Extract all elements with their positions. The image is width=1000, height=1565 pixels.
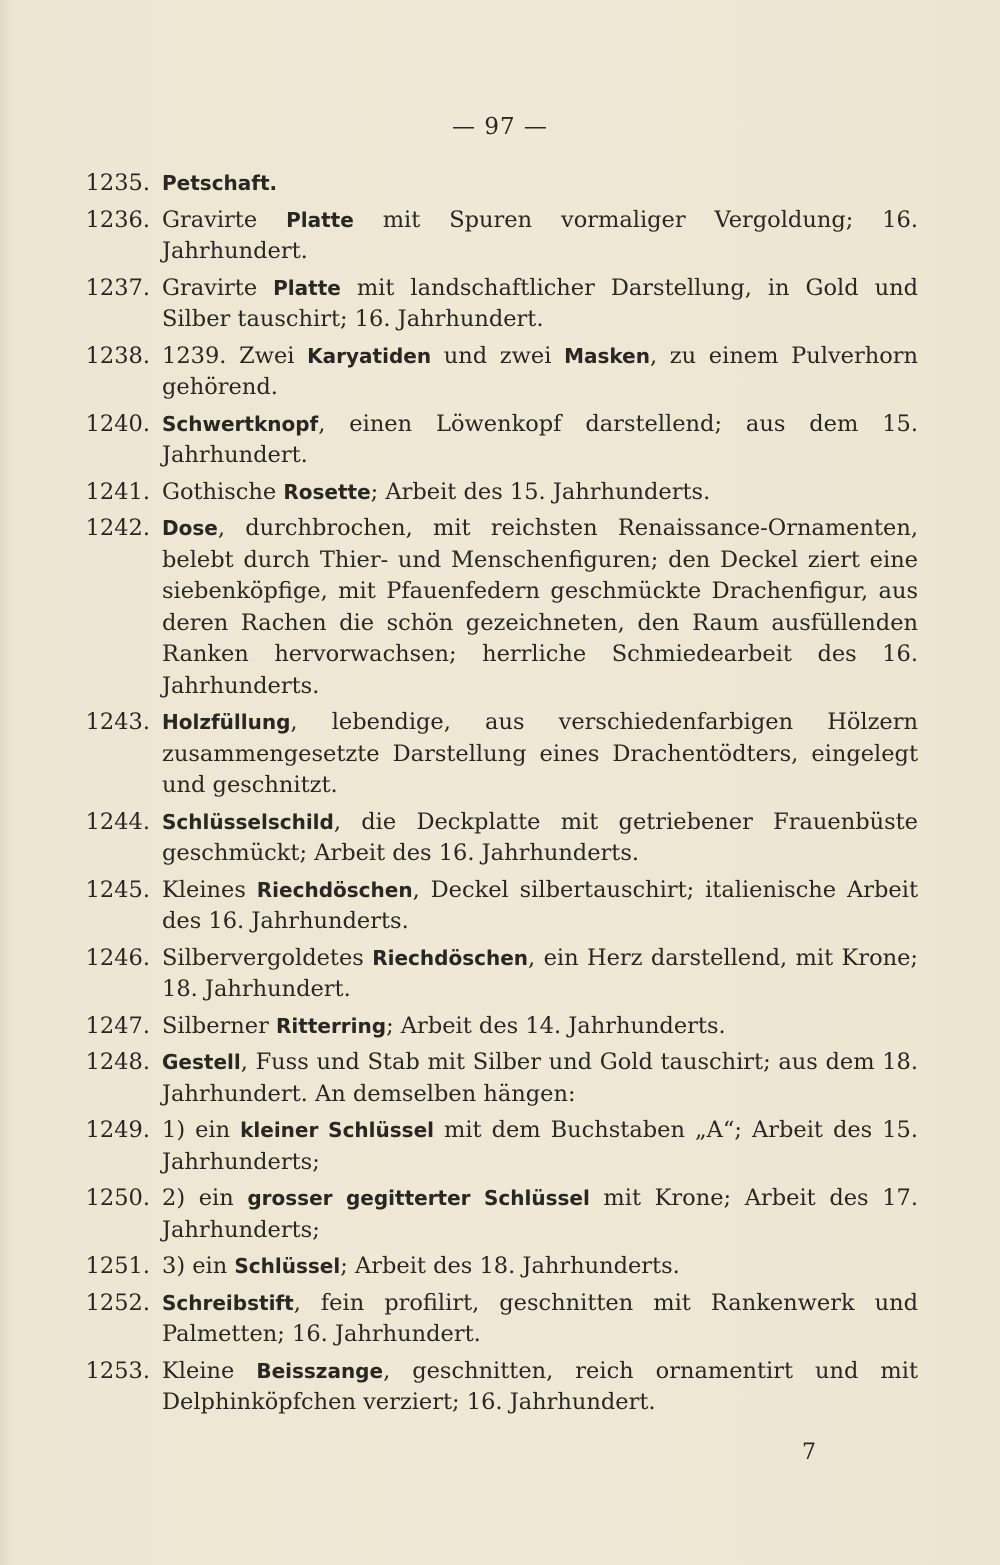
entry-keyword: Gestell <box>162 1050 241 1074</box>
catalog-entry <box>78 513 918 702</box>
entry-keyword: grosser gegitterter Schlüssel <box>247 1186 590 1210</box>
catalog-entry <box>78 273 918 336</box>
entry-text: Silberner <box>162 1012 276 1039</box>
entry-keyword: Platte <box>286 207 354 232</box>
entry-keyword: Dose <box>162 516 218 540</box>
entry-number: 1240. <box>85 410 150 437</box>
catalog-entry <box>78 1288 918 1351</box>
entry-number: 1252. <box>85 1289 150 1316</box>
entry-text: Gothische <box>162 478 284 505</box>
entry-number: 1245. <box>85 876 150 903</box>
entry-text: mit Spuren vormaliger Vergoldung; 16. Jahrhundert. <box>162 206 918 264</box>
catalog-entry <box>78 205 918 268</box>
entry-text: mit dem Buchstaben „A“; Arbeit des 15. Jahrhunderts; <box>162 1117 918 1175</box>
entry-keyword: Karyatiden <box>307 343 432 368</box>
entry-description <box>162 1183 918 1246</box>
entry-number: 1235. <box>85 170 150 196</box>
catalog-entry <box>78 168 918 200</box>
entry-keyword: Platte <box>273 275 341 300</box>
entry-text: , ein Herz darstellend, mit Krone; 18. Jahrhundert. <box>162 944 919 1002</box>
entry-description <box>162 1115 918 1178</box>
entry-description <box>162 273 918 336</box>
entry-description <box>162 943 918 1006</box>
entry-description <box>162 1288 918 1351</box>
catalog-entry <box>78 1251 918 1283</box>
entry-text: mit Krone; Arbeit des 17. Jahrhunderts; <box>162 1185 918 1243</box>
entry-text: Kleines <box>162 876 257 903</box>
entry-keyword: Riechdöschen <box>256 877 413 902</box>
entry-text: , einen Löwenkopf darstellend; aus dem 15. Jahrhundert. <box>162 410 918 468</box>
catalog-entry <box>78 1356 918 1419</box>
catalog-entry <box>78 807 918 870</box>
entry-text: 3) ein <box>162 1253 235 1279</box>
entry-description <box>162 513 918 702</box>
entry-text: Gravirte <box>162 274 274 301</box>
catalog-entry <box>78 1047 918 1110</box>
entry-text: und zwei <box>431 342 565 369</box>
entry-number: 1244. <box>85 808 150 835</box>
entry-keyword: Schwertknopf <box>162 411 319 436</box>
entry-text: ; Arbeit des 14. Jahrhunderts. <box>386 1012 726 1039</box>
entry-number: 1237. <box>85 274 150 301</box>
entry-number: 1236. <box>85 206 150 233</box>
entry-text: ; Arbeit des 18. Jahrhunderts. <box>340 1253 680 1279</box>
entry-description <box>162 807 918 870</box>
entry-description <box>162 1047 918 1110</box>
entry-number: 1241. <box>85 478 150 505</box>
catalog-entry <box>78 409 918 472</box>
entry-text: , fein profilirt, geschnitten mit Rankenwerk und Palmetten; 16. Jahrhundert. <box>162 1289 918 1347</box>
catalog-entry <box>78 1115 918 1178</box>
entry-number: 1246. <box>85 944 150 971</box>
catalog-entry <box>78 341 918 404</box>
catalog-entry <box>78 1183 918 1246</box>
entry-description <box>162 707 918 802</box>
entry-text: 2) ein <box>162 1185 248 1211</box>
entry-text: , durchbrochen, mit reichsten Renaissance-Ornamenten, belebt durch Thier- und Menschenfiguren; den Deckel ziert eine siebenköpfige, mit Pfauenfedern geschmückte Drachenfigur, aus deren Rachen die schön gezeichneten, den Raum ausfüllenden Ranken hervorwachsen; herrliche Schmiedearbeit des 16. Jahrhunderts. <box>162 515 918 699</box>
catalog-entry <box>78 943 918 1006</box>
entry-description <box>162 875 918 938</box>
entry-number: 1253. <box>85 1357 150 1384</box>
entry-description <box>162 409 918 472</box>
entry-text: mit landschaftlicher Darstellung, in Gold und Silber tauschirt; 16. Jahrhundert. <box>162 274 918 332</box>
catalog-entry <box>78 875 918 938</box>
entry-text: , die Deckplatte mit getriebener Frauenbüste geschmückt; Arbeit des 16. Jahrhunderts. <box>162 808 918 866</box>
entry-keyword: Schlüsselschild <box>162 809 334 834</box>
entry-number: 1249. <box>85 1117 150 1143</box>
catalog-entry <box>78 707 918 802</box>
entry-text: , Deckel silbertauschirt; italienische Arbeit des 16. Jahrhunderts. <box>162 876 918 934</box>
entry-text: Silbervergoldetes <box>162 944 373 971</box>
entry-keyword: Holzfüllung <box>162 710 291 734</box>
entry-number: 1247. <box>85 1012 150 1039</box>
entry-description <box>162 168 918 200</box>
page-number: — 97 — <box>452 114 548 140</box>
entry-number: 1251. <box>85 1253 150 1279</box>
entry-keyword: Petschaft. <box>162 171 278 195</box>
entry-description <box>162 1356 918 1419</box>
entry-text: 1239. Zwei <box>162 342 308 369</box>
entry-text: Kleine <box>162 1357 257 1384</box>
entry-number: 1250. <box>85 1185 150 1211</box>
entry-number: 1242. <box>85 515 150 541</box>
catalog-entry <box>78 1011 918 1043</box>
entry-keyword: Beisszange <box>256 1358 384 1383</box>
entry-number: 1238. <box>85 342 150 369</box>
entry-text: , Fuss und Stab mit Silber und Gold tauschirt; aus dem 18. Jahrhundert. An demselben hängen: <box>162 1049 918 1107</box>
entry-keyword: Riechdöschen <box>372 945 529 970</box>
entry-description <box>162 477 918 509</box>
catalog-entries <box>78 168 918 1424</box>
entry-text: , geschnitten, reich ornamentirt und mit Delphinköpfchen verziert; 16. Jahrhundert. <box>162 1357 918 1415</box>
entry-keyword: Schreibstift <box>162 1290 294 1315</box>
entry-number: 1243. <box>85 709 150 735</box>
entry-description <box>162 205 918 268</box>
entry-keyword: Ritterring <box>276 1013 387 1038</box>
entry-description <box>162 1011 918 1043</box>
catalog-entry <box>78 477 918 509</box>
entry-text: Gravirte <box>162 206 287 233</box>
entry-text: 1) ein <box>162 1117 241 1143</box>
entry-description <box>162 1251 918 1283</box>
entry-keyword: Masken <box>564 343 650 368</box>
entry-text: , zu einem Pulverhorn gehörend. <box>162 342 919 400</box>
signature-mark: 7 <box>802 1440 816 1465</box>
entry-keyword: Schlüssel <box>234 1254 341 1278</box>
entry-text: ; Arbeit des 15. Jahrhunderts. <box>370 478 711 505</box>
entry-keyword: kleiner Schlüssel <box>240 1118 434 1142</box>
entry-keyword: Rosette <box>283 479 371 504</box>
entry-number: 1248. <box>85 1049 150 1075</box>
entry-text: , lebendige, aus verschiedenfarbigen Hölzern zusammengesetzte Darstellung eines Drachentödters, eingelegt und geschnitzt. <box>162 709 918 798</box>
entry-description <box>162 341 918 404</box>
